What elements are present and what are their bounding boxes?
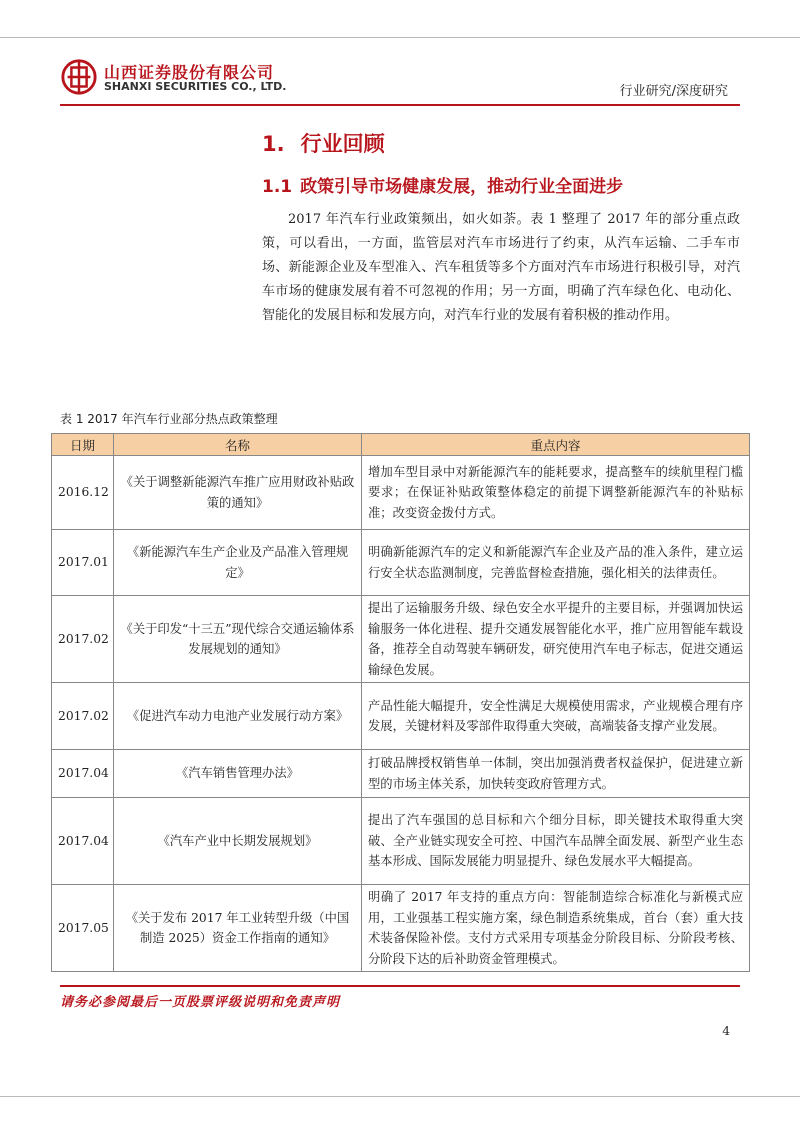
row-date: 2017.02 [52, 683, 114, 750]
company-logo [60, 58, 320, 98]
row-date: 2017.01 [52, 530, 114, 596]
row-policy-name: 《促进汽车动力电池产业发展行动方案》 [114, 683, 362, 750]
intro-paragraph: 2017 年汽车行业政策频出，如火如荼。表 1 整理了 2017 年的部分重点政策，可以看出，一方面，监管层对汽车市场进行了约束，从汽车运输、二手车市场、新能源企业及车型准入、汽车租赁等多个方面对汽车市场进行积极引导，对汽车市场的健康发展有着不可忽视的作用；另一方面，明确了汽车绿色化、电动化、智能化的发展目标和发展方向，对汽车行业的发展有着积极的推动作用。 [262, 212, 740, 323]
subsection-number: 1.1 [262, 177, 293, 197]
header-divider [60, 104, 740, 106]
column-header-date: 日期 [52, 434, 114, 456]
row-date: 2017.02 [52, 596, 114, 683]
table-row [52, 530, 750, 596]
row-key-content: 明确新能源汽车的定义和新能源汽车企业及产品的准入条件，建立运行安全状态监测制度，完善监督检查措施，强化相关的法律责任。 [362, 530, 750, 596]
section-number: 1. [262, 132, 285, 156]
row-date: 2017.04 [52, 750, 114, 798]
company-name-cn: 山西证券股份有限公司 [104, 63, 275, 82]
row-date: 2016.12 [52, 456, 114, 530]
table-row [52, 750, 750, 798]
section-title: 行业回顾 [300, 132, 385, 156]
row-key-content: 产品性能大幅提升，安全性满足大规模使用需求，产业规模合理有序发展，关键材料及零部件取得重大突破，高端装备支撑产业发展。 [362, 683, 750, 750]
row-date: 2017.04 [52, 798, 114, 885]
row-policy-name: 《汽车销售管理办法》 [114, 750, 362, 798]
table-row [52, 885, 750, 972]
column-header-name: 名称 [114, 434, 362, 456]
row-policy-name: 《关于印发“十三五”现代综合交通运输体系发展规划的通知》 [114, 596, 362, 683]
page-number: 4 [722, 1024, 730, 1038]
row-key-content: 提出了运输服务升级、绿色安全水平提升的主要目标，并强调加快运输服务一体化进程、提升交通发展智能化水平，推广应用智能车载设备，推荐全自动驾驶车辆研发，研究使用汽车电子标志，促进交通运输绿色发展。 [362, 596, 750, 683]
shanxi-securities-logo-icon [60, 58, 98, 96]
row-key-content: 明确了 2017 年支持的重点方向：智能制造综合标准化与新模式应用，工业强基工程实施方案，绿色制造系统集成，首台（套）重大技术装备保险补偿。支付方式采用专项基金分阶段目标、分阶段考核、分阶段下达的后补助资金管理模式。 [362, 885, 750, 972]
row-policy-name: 《关于调整新能源汽车推广应用财政补贴政策的通知》 [114, 456, 362, 530]
table-row [52, 683, 750, 750]
footer-disclaimer: 请务必参阅最后一页股票评级说明和免责声明 [60, 995, 341, 1010]
table-caption: 表 1 2017 年汽车行业部分热点政策整理 [60, 412, 278, 426]
table-header-row [52, 434, 750, 456]
row-policy-name: 《汽车产业中长期发展规划》 [114, 798, 362, 885]
company-name-en: SHANXI SECURITIES CO., LTD. [104, 80, 287, 93]
table-row [52, 456, 750, 530]
footer-divider [60, 985, 740, 987]
subsection-title: 政策引导市场健康发展，推动行业全面进步 [300, 177, 624, 197]
table-row [52, 798, 750, 885]
report-type-label: 行业研究/深度研究 [619, 84, 728, 99]
row-key-content: 打破品牌授权销售单一体制，突出加强消费者权益保护，促进建立新型的市场主体关系，加快转变政府管理方式。 [362, 750, 750, 798]
section-heading [262, 128, 385, 158]
table-row [52, 596, 750, 683]
row-policy-name: 《关于发布 2017 年工业转型升级（中国制造 2025）资金工作指南的通知》 [114, 885, 362, 972]
page-top-border [0, 37, 800, 38]
row-date: 2017.05 [52, 885, 114, 972]
row-key-content: 增加车型目录中对新能源汽车的能耗要求，提高整车的续航里程门槛要求；在保证补贴政策整体稳定的前提下调整新能源汽车的补贴标准；改变资金拨付方式。 [362, 456, 750, 530]
row-key-content: 提出了汽车强国的总目标和六个细分目标，即关键技术取得重大突破、全产业链实现安全可控、中国汽车品牌全面发展、新型产业生态基本形成、国际发展能力明显提升、绿色发展水平大幅提高。 [362, 798, 750, 885]
subsection-heading [262, 172, 623, 197]
column-header-content: 重点内容 [362, 434, 750, 456]
page-bottom-border [0, 1096, 800, 1097]
policy-table [51, 433, 750, 972]
row-policy-name: 《新能源汽车生产企业及产品准入管理规定》 [114, 530, 362, 596]
